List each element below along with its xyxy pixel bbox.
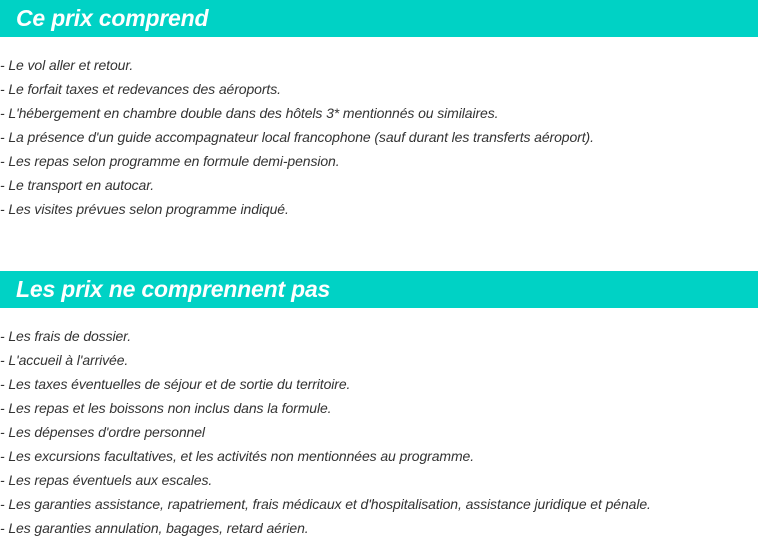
- excluded-item: - L'accueil à l'arrivée.: [0, 352, 129, 368]
- excluded-items-list: [0, 324, 651, 540]
- excluded-section-title: Les prix ne comprennent pas: [16, 276, 331, 302]
- excluded-item: - Les dépenses d'ordre personnel: [0, 424, 205, 440]
- included-item: - Les visites prévues selon programme indiqué.: [0, 201, 289, 217]
- included-section-title: Ce prix comprend: [16, 5, 209, 31]
- excluded-item: - Les garanties assistance, rapatriement, frais médicaux et d'hospitalisation, assistance juridique et pénale.: [0, 496, 651, 512]
- excluded-item: - Les taxes éventuelles de séjour et de sortie du territoire.: [0, 376, 351, 392]
- excluded-item: - Les repas et les boissons non inclus dans la formule.: [0, 400, 332, 416]
- included-item: - Le vol aller et retour.: [0, 57, 134, 73]
- included-items-list: [0, 53, 594, 221]
- included-item: - Les repas selon programme en formule demi-pension.: [0, 153, 340, 169]
- included-item: - La présence d'un guide accompagnateur local francophone (sauf durant les transferts aéroport).: [0, 129, 594, 145]
- excluded-item: - Les garanties annulation, bagages, retard aérien.: [0, 520, 309, 536]
- excluded-item: - Les frais de dossier.: [0, 328, 132, 344]
- included-section-header: [0, 0, 758, 37]
- included-item: - Le transport en autocar.: [0, 177, 155, 193]
- excluded-item: - Les excursions facultatives, et les activités non mentionnées au programme.: [0, 448, 474, 464]
- included-item: - Le forfait taxes et redevances des aéroports.: [0, 81, 281, 97]
- excluded-item: - Les repas éventuels aux escales.: [0, 472, 213, 488]
- included-item: - L'hébergement en chambre double dans des hôtels 3* mentionnés ou similaires.: [0, 105, 499, 121]
- excluded-section-header: [0, 271, 758, 308]
